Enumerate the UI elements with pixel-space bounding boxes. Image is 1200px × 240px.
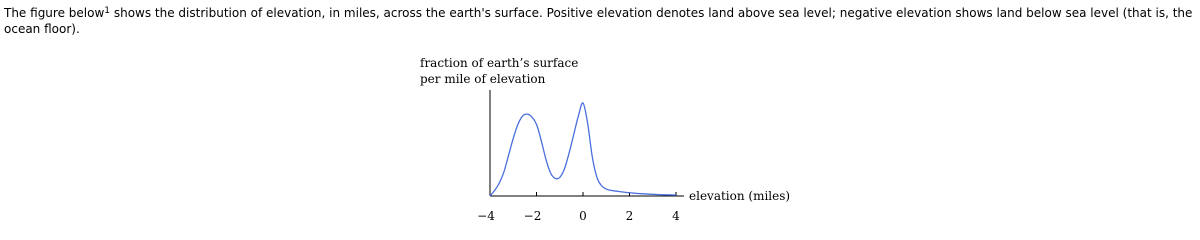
footnote-marker[interactable]: 1 (104, 6, 111, 16)
x-tick-label: 0 (579, 209, 587, 223)
x-tick-label: 2 (625, 209, 634, 223)
x-tick-label: −2 (523, 209, 542, 223)
y-axis-label-line2: per mile of elevation (420, 72, 546, 86)
elevation-distribution-curve (490, 103, 676, 196)
x-tick-label: 4 (672, 209, 680, 223)
x-tick-label: −4 (477, 209, 495, 223)
intro-text-before: The figure below (4, 6, 105, 20)
x-tick-labels (477, 209, 680, 223)
intro-text-after: shows the distribution of elevation, in miles, across the earth's surface. Positive elevation denotes land above sea level; negative elevation shows land below sea level (that is, the ocean floor). (4, 6, 1193, 36)
x-axis-label: elevation (miles) (689, 189, 791, 203)
y-axis-label-line1: fraction of earth’s surface (420, 56, 579, 70)
